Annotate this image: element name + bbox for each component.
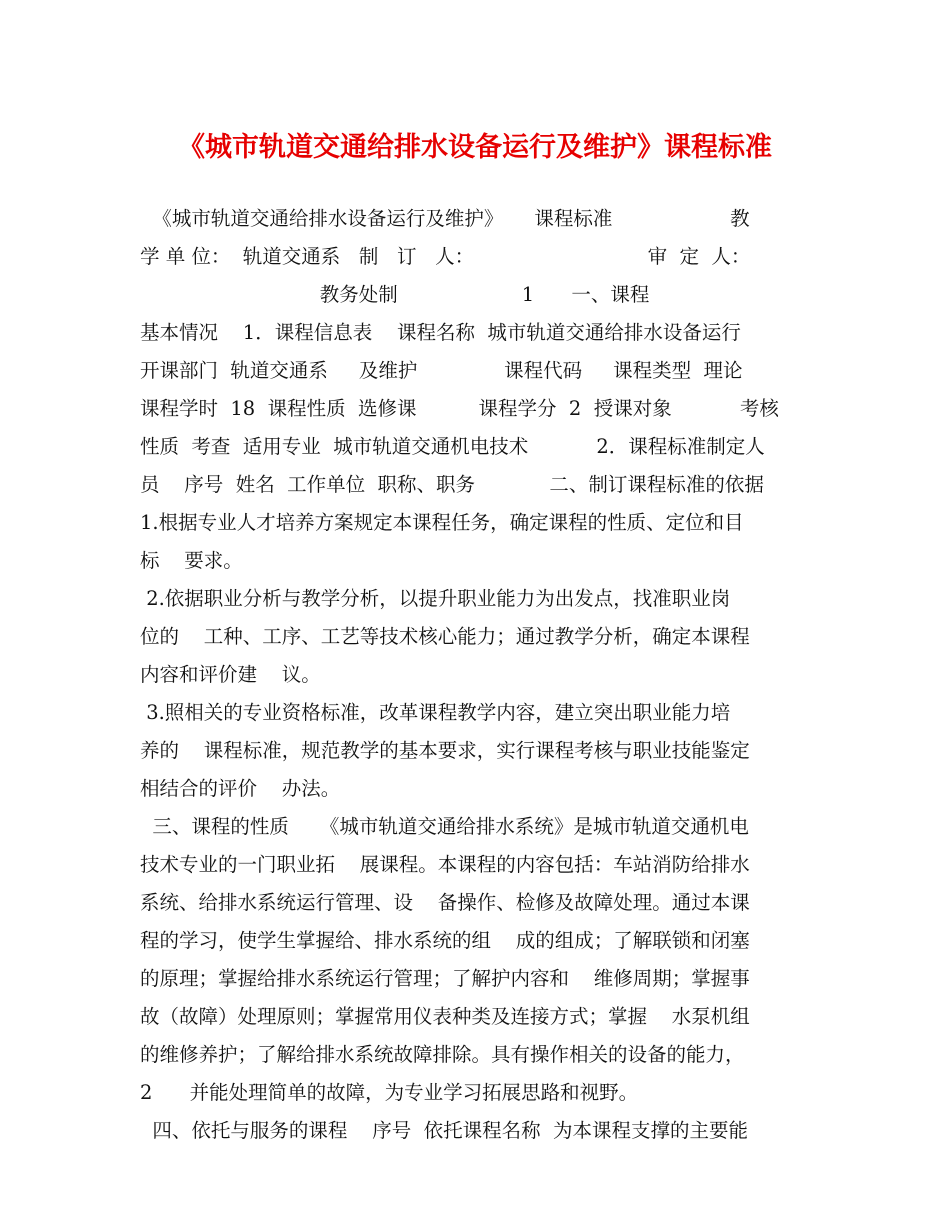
text-line: 程的学习，使学生掌握给、排水系统的组 成的组成；了解联锁和闭塞 bbox=[140, 929, 750, 952]
text-line: 养的 课程标准，规范教学的基本要求，实行课程考核与职业技能鉴定 bbox=[140, 739, 750, 762]
text-line: 3.照相关的专业资格标准，改革课程教学内容，建立突出职业能力培 bbox=[140, 701, 731, 724]
text-line: 技术专业的一门职业拓 展课程。本课程的内容包括：车站消防给排水 bbox=[140, 853, 750, 876]
text-line: 系统、给排水系统运行管理、设 备操作、检修及故障处理。通过本课 bbox=[140, 891, 750, 914]
text-line: 的维修养护；了解给排水系统故障排除。具有操作相关的设备的能力， bbox=[140, 1043, 745, 1066]
page-title: 《城市轨道交通给排水设备运行及维护》课程标准 bbox=[178, 132, 772, 163]
text-line: 的原理；掌握给排水系统运行管理；了解护内容和 维修周期；掌握事 bbox=[140, 967, 750, 990]
text-line: 教务处制 1 一、课程 bbox=[140, 283, 650, 306]
text-line: 性质 考查 适用专业 城市轨道交通机电技术 2．课程标准制定人 bbox=[140, 435, 765, 458]
text-line: 《城市轨道交通给排水设备运行及维护》 课程标准 教 bbox=[140, 207, 750, 230]
text-line: 标 要求。 bbox=[140, 549, 243, 572]
text-line: 基本情况 1．课程信息表 课程名称 城市轨道交通给排水设备运行 bbox=[140, 321, 741, 344]
text-line: 学 单 位： 轨道交通系 制 订 人： 审 定 人： bbox=[140, 245, 751, 268]
text-line: 位的 工种、工序、工艺等技术核心能力；通过教学分析，确定本课程 bbox=[140, 625, 750, 648]
text-line: 相结合的评价 办法。 bbox=[140, 777, 341, 800]
text-line: 故（故障）处理原则；掌握常用仪表种类及连接方式；掌握 水泵机组 bbox=[140, 1005, 750, 1028]
text-line: 四、依托与服务的课程 序号 依托课程名称 为本课程支撑的主要能 bbox=[140, 1119, 748, 1142]
text-line: 1.根据专业人才培养方案规定本课程任务，确定课程的性质、定位和目 bbox=[140, 511, 744, 534]
text-line: 2.依据职业分析与教学分析，以提升职业能力为出发点，找准职业岗 bbox=[140, 587, 731, 610]
text-line: 三、课程的性质 《城市轨道交通给排水系统》是城市轨道交通机电 bbox=[140, 815, 749, 838]
text-line: 2 并能处理简单的故障，为专业学习拓展思路和视野。 bbox=[140, 1081, 639, 1104]
text-line: 课程学时 18 课程性质 选修课 课程学分 2 授课对象 考核 bbox=[140, 397, 779, 420]
text-line: 内容和评价建 议。 bbox=[140, 663, 321, 686]
text-line: 员 序号 姓名 工作单位 职称、职务 二、制订课程标准的依据 bbox=[140, 473, 764, 496]
document-body bbox=[140, 200, 820, 1150]
text-line: 开课部门 轨道交通系 及维护 课程代码 课程类型 理论 bbox=[140, 359, 743, 382]
